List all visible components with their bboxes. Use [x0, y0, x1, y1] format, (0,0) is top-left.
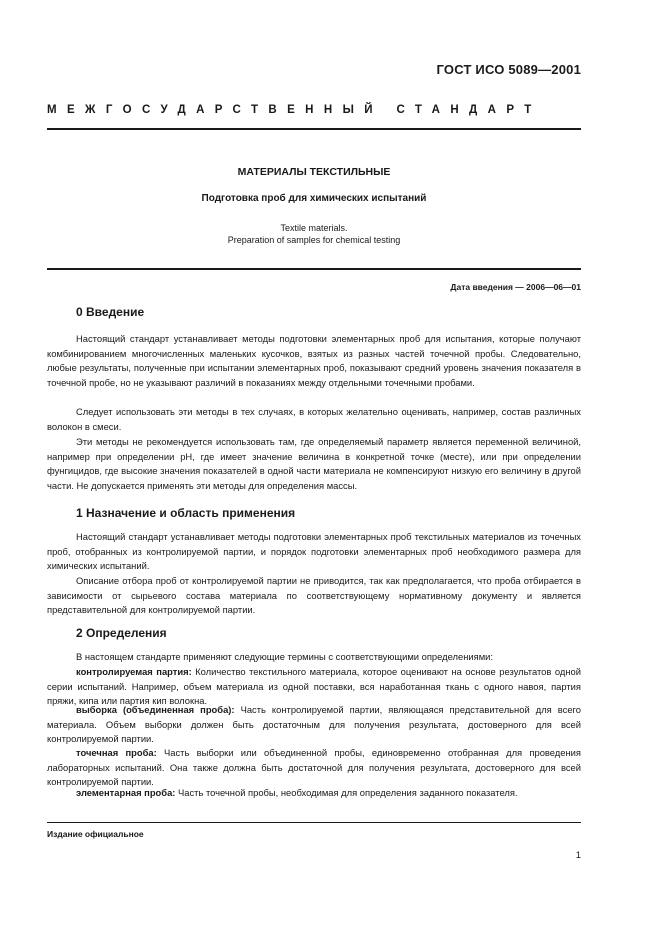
paragraph: В настоящем стандарте применяют следующие термины с соответствующими определениями:	[76, 651, 493, 662]
definition-text: Часть контролируемой партии, являющаяся представительной для всего материала. Объем выборки должен быть достаточным для получения результата, достоверного для всей контролируемой партии.	[47, 704, 581, 745]
document-title: МАТЕРИАЛЫ ТЕКСТИЛЬНЫЕ	[237, 166, 391, 178]
term: контролируемая партия:	[76, 666, 192, 677]
definition-sample	[47, 703, 581, 747]
english-title-line-2: Preparation of samples for chemical testing	[227, 235, 401, 245]
paragraph: Настоящий стандарт устанавливает методы подготовки элементарных проб текстильных материалов из точечных проб, отобранных из контролируемой партии, и порядок подготовки элементарных проб необходимого размера для химических испытаний.	[47, 531, 581, 572]
term: точечная проба:	[76, 747, 157, 758]
definition-text: Часть выборки или объединенной пробы, единовременно отобранная для проведения лабораторных испытаний. Она также должна быть достаточной для получения результата, достоверного для всей контролируемой партии.	[47, 747, 581, 788]
footer-rule	[47, 822, 581, 823]
section-heading-introduction: 0 Введение	[76, 305, 145, 319]
definition-text: Часть точечной пробы, необходимая для определения заданного показателя.	[175, 787, 518, 798]
term: выборка (объединенная проба):	[76, 704, 235, 715]
definition-elementary-sample	[47, 786, 581, 801]
header-rule	[47, 128, 581, 130]
term: элементарная проба:	[76, 787, 176, 798]
paragraph: Эти методы не рекомендуется использовать там, где определяемый параметр является переменной величиной, например при определении рН, где имеет значение величина в конкретной точке (месте), или при определении фунгицидов, где высокие значения показателей в одной части материала не компенсируют низкую его величину в другой части. Не допускается применять эти методы для определения массы.	[47, 436, 581, 492]
paragraph: Следует использовать эти методы в тех случаях, в которых желательно оценивать, например, состав различных волокон в смеси.	[47, 406, 581, 432]
standard-banner: МЕЖГОСУДАРСТВЕННЫЙ СТАНДАРТ	[47, 104, 542, 116]
paragraph: Описание отбора проб от контролируемой партии не приводится, так как предполагается, что проба отбирается в зависимости от сырьевого состава материала по соответствующему нормативному документу и является представительной для контролируемой партии.	[47, 575, 581, 616]
definition-text: Количество текстильного материала, которое оценивают на основе результатов одной серии испытаний. Например, объем материала из одной поставки, вся наработанная ткань с одного навоя, партия пряжи, кипа или партия кип волокна.	[47, 666, 581, 707]
paragraph: Настоящий стандарт устанавливает методы подготовки элементарных проб для испытания, которые получают комбинированием многочисленных маленьких кусочков, взятых из разных частей точечной пробы. Следовательно, любые результаты, полученные при испытании элементарных проб, показывают средний уровень значения показателя в точечной пробе, но не указывают различий в показаниях между отдельными точечными пробами.	[47, 333, 581, 389]
edition-note: Издание официальное	[47, 829, 144, 839]
page-number: 1	[575, 850, 581, 861]
definition-spot-sample	[47, 746, 581, 790]
document-subtitle: Подготовка проб для химических испытаний	[201, 193, 427, 204]
title-rule	[47, 268, 581, 270]
document-number: ГОСТ ИСО 5089—2001	[436, 62, 581, 77]
section-heading-definitions: 2 Определения	[76, 626, 167, 640]
english-title-line-1: Textile materials.	[280, 223, 348, 233]
introduction-date: Дата введения — 2006—06—01	[450, 282, 581, 292]
section-heading-scope: 1 Назначение и область применения	[76, 506, 296, 520]
